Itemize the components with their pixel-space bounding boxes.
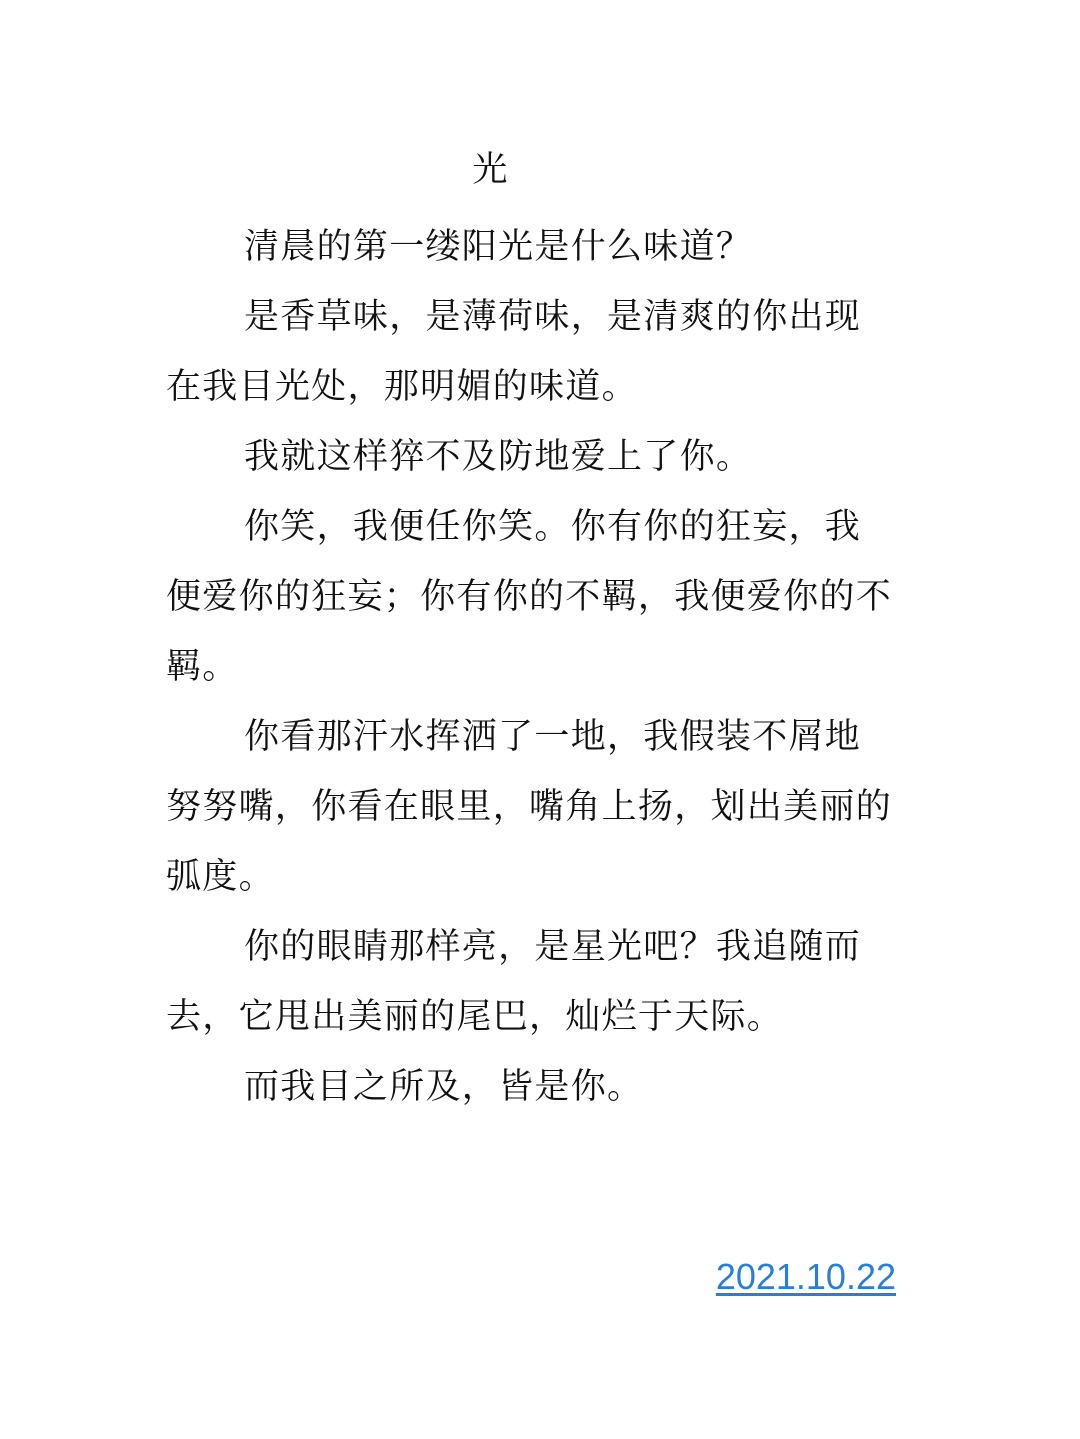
document-title: 光 <box>472 150 508 190</box>
paragraph-3: 我就这样猝不及防地爱上了你。 <box>244 437 753 477</box>
paragraph-7: 而我目之所及，皆是你。 <box>244 1067 644 1107</box>
date-link[interactable]: 2021.10.22 <box>715 1256 896 1297</box>
document-body <box>166 212 896 1122</box>
paragraph-4: 你笑，我便任你笑。你有你的狂妄，我便爱你的狂妄；你有你的不羁，我便爱你的不羁。 <box>166 507 893 687</box>
paragraph-6: 你的眼睛那样亮，是星光吧？我追随而去，它甩出美丽的尾巴，灿烂于天际。 <box>166 927 862 1037</box>
paragraph-1: 清晨的第一缕阳光是什么味道？ <box>244 227 753 267</box>
paragraph-5: 你看那汗水挥洒了一地，我假装不屑地努努嘴，你看在眼里，嘴角上扬，划出美丽的弧度。 <box>166 717 893 897</box>
paragraph-2: 是香草味，是薄荷味，是清爽的你出现在我目光处，那明媚的味道。 <box>166 297 862 407</box>
